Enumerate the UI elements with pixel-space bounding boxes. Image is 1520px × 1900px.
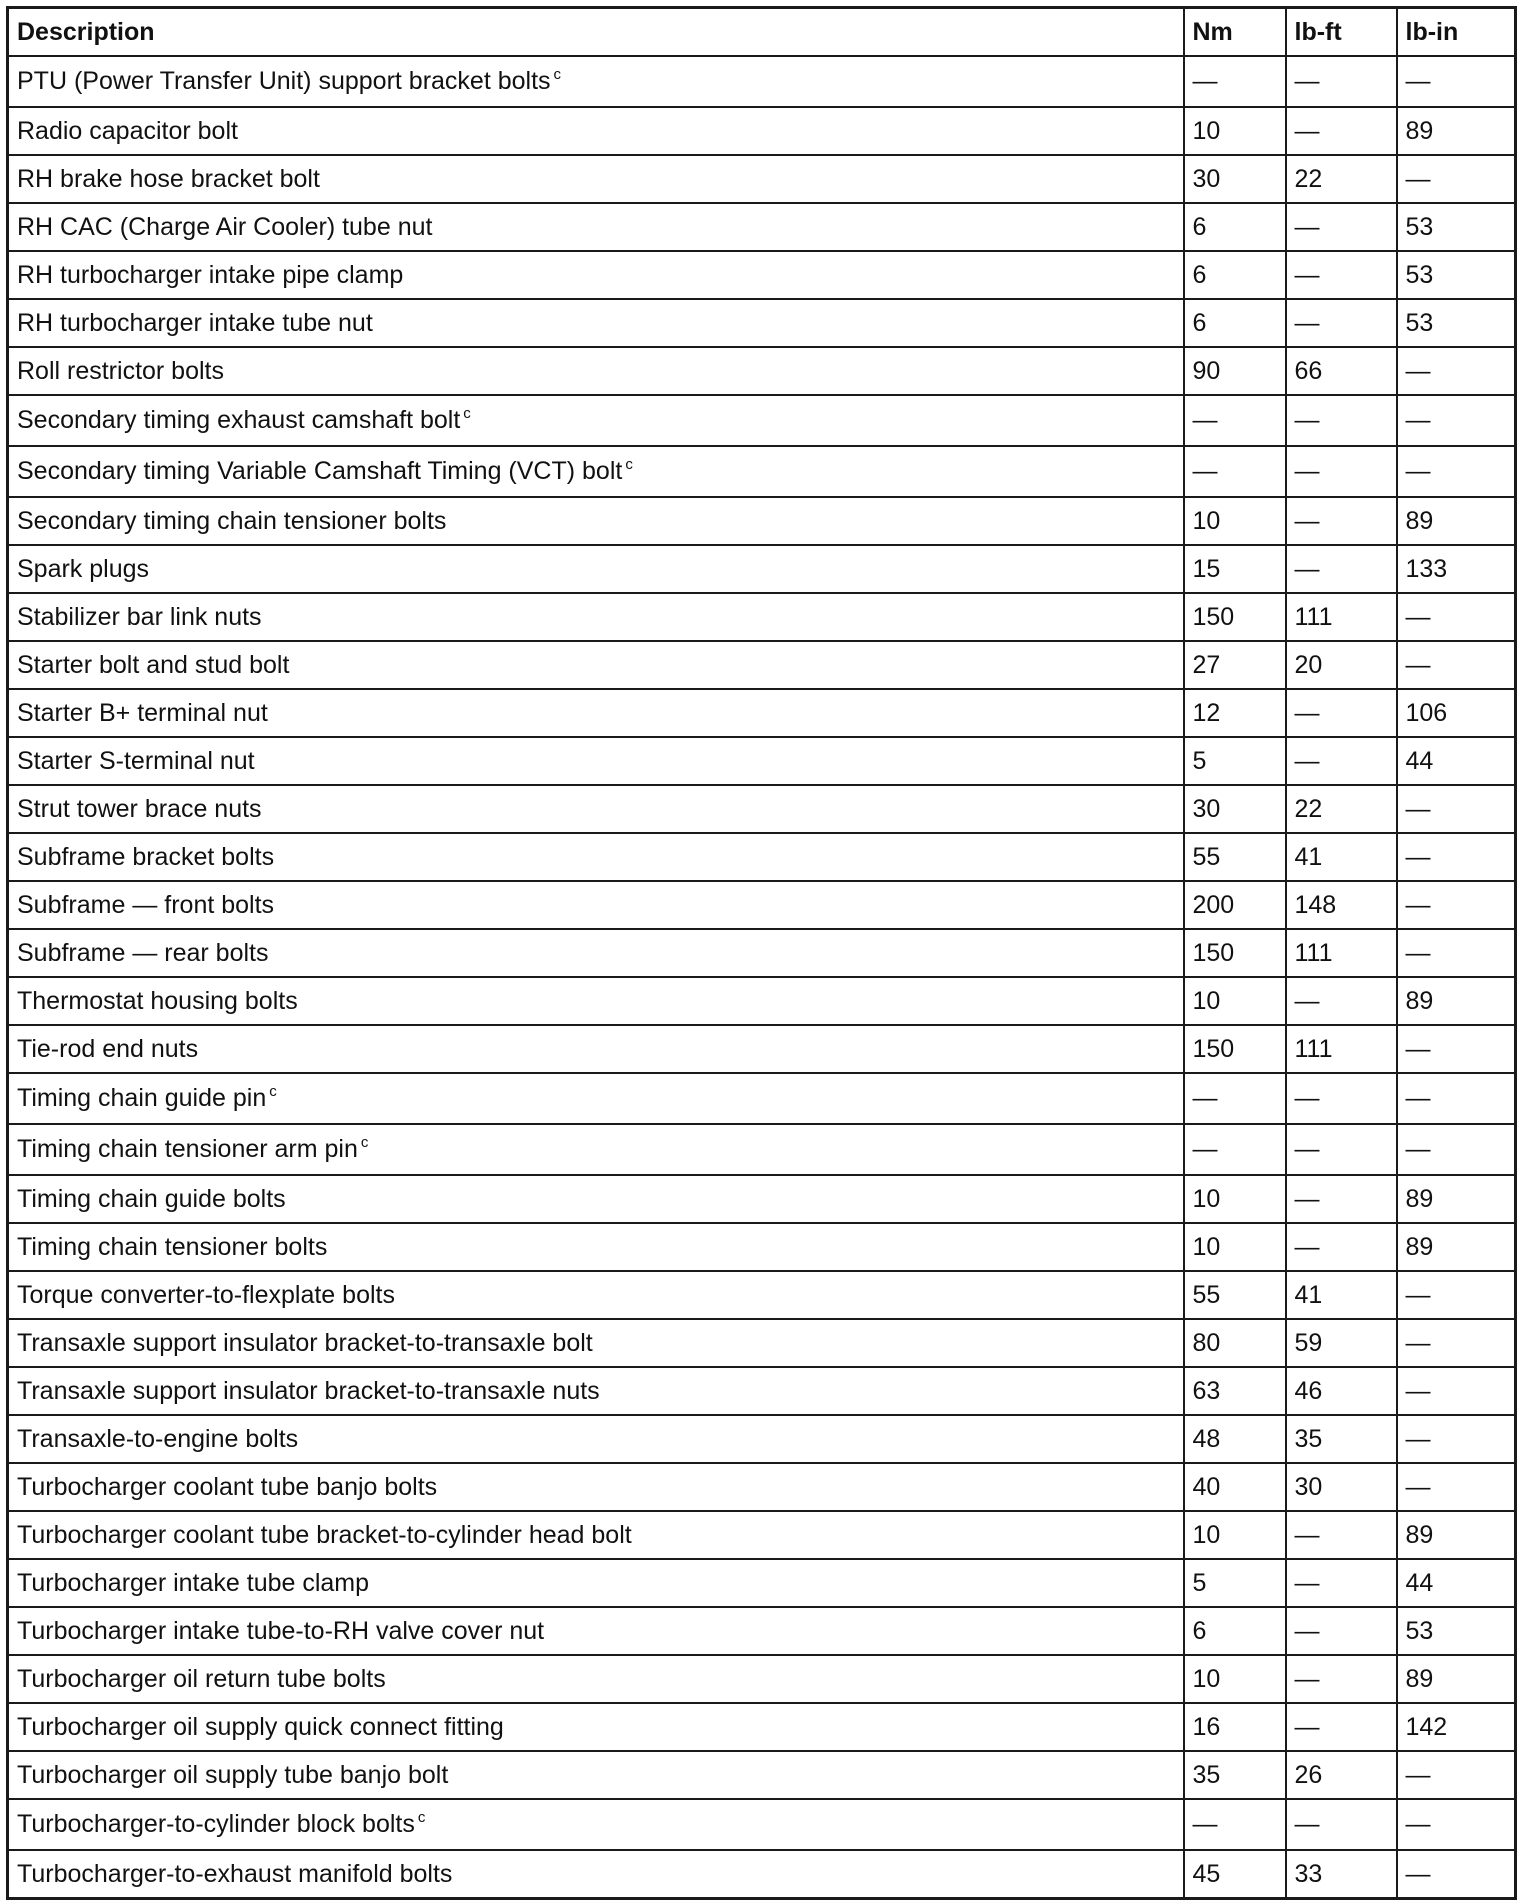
cell-lb-in: 53 [1397,203,1516,251]
torque-spec-sheet [6,6,1514,1900]
cell-lb-in: 89 [1397,977,1516,1025]
description-text: Stabilizer bar link nuts [17,602,262,631]
table-header [8,8,1516,57]
table-row [8,497,1516,545]
table-row [8,785,1516,833]
description-text: Turbocharger coolant tube bracket-to-cylinder head bolt [17,1520,632,1549]
cell-description [8,1559,1184,1607]
torque-spec-table [6,6,1517,1900]
cell-lb-ft: — [1286,395,1397,446]
cell-nm: 10 [1184,497,1286,545]
cell-lb-in: 44 [1397,1559,1516,1607]
description-text: PTU (Power Transfer Unit) support bracket bolts [17,67,551,95]
table-row [8,545,1516,593]
cell-description [8,1703,1184,1751]
description-text: RH brake hose bracket bolt [17,164,320,193]
table-row [8,1703,1516,1751]
cell-description [8,1463,1184,1511]
cell-description [8,395,1184,446]
cell-lb-in: — [1397,833,1516,881]
cell-lb-ft: — [1286,203,1397,251]
table-row [8,299,1516,347]
table-row [8,593,1516,641]
cell-lb-in: 89 [1397,1511,1516,1559]
cell-nm: 40 [1184,1463,1286,1511]
cell-lb-ft: — [1286,1559,1397,1607]
table-row [8,155,1516,203]
cell-lb-in: — [1397,593,1516,641]
cell-lb-ft: 41 [1286,833,1397,881]
cell-lb-ft: — [1286,251,1397,299]
cell-lb-ft: — [1286,1511,1397,1559]
cell-lb-in: — [1397,1850,1516,1899]
footnote-marker: c [360,1134,369,1151]
cell-nm: 48 [1184,1415,1286,1463]
cell-description [8,1367,1184,1415]
footnote-marker: c [417,1809,426,1826]
cell-lb-ft: 22 [1286,785,1397,833]
cell-description [8,446,1184,497]
header-description: Description [8,8,1184,57]
cell-lb-ft: 26 [1286,1751,1397,1799]
cell-lb-in: — [1397,1025,1516,1073]
cell-nm: 35 [1184,1751,1286,1799]
cell-lb-in: — [1397,1124,1516,1175]
description-text: Turbocharger intake tube clamp [17,1568,370,1597]
table-row [8,881,1516,929]
table-row [8,1271,1516,1319]
cell-description [8,1175,1184,1223]
cell-description [8,497,1184,545]
cell-lb-ft: — [1286,977,1397,1025]
cell-lb-ft: — [1286,1073,1397,1124]
cell-description [8,1223,1184,1271]
cell-lb-ft: — [1286,446,1397,497]
table-row [8,641,1516,689]
cell-lb-ft: — [1286,497,1397,545]
description-text: RH CAC (Charge Air Cooler) tube nut [17,212,433,241]
table-body [8,56,1516,1899]
table-row [8,1367,1516,1415]
cell-nm: — [1184,446,1286,497]
description-text: Thermostat housing bolts [17,986,298,1015]
table-row [8,737,1516,785]
table-row [8,1025,1516,1073]
cell-description [8,1271,1184,1319]
description-text: Turbocharger oil supply tube banjo bolt [17,1760,449,1789]
cell-lb-ft: — [1286,737,1397,785]
description-text: Starter B+ terminal nut [17,698,268,727]
table-row [8,1751,1516,1799]
description-text: Roll restrictor bolts [17,356,224,385]
description-text: Secondary timing Variable Camshaft Timing (VCT) bolt [17,457,623,485]
cell-lb-ft: — [1286,545,1397,593]
cell-lb-in: — [1397,395,1516,446]
cell-nm: 150 [1184,929,1286,977]
table-row [8,1799,1516,1850]
header-lb-ft: lb-ft [1286,8,1397,57]
cell-lb-ft: 33 [1286,1850,1397,1899]
cell-description [8,1025,1184,1073]
cell-nm: 55 [1184,1271,1286,1319]
description-text: Secondary timing exhaust camshaft bolt [17,406,461,434]
cell-nm: 6 [1184,1607,1286,1655]
description-text: Torque converter-to-flexplate bolts [17,1280,395,1309]
cell-lb-ft: — [1286,1223,1397,1271]
cell-lb-in: 142 [1397,1703,1516,1751]
table-row [8,56,1516,107]
cell-description [8,641,1184,689]
cell-lb-ft: 111 [1286,1025,1397,1073]
cell-description [8,299,1184,347]
description-text: Spark plugs [17,554,150,583]
cell-description [8,881,1184,929]
cell-nm: 12 [1184,689,1286,737]
description-text: RH turbocharger intake pipe clamp [17,260,404,289]
description-text: Subframe bracket bolts [17,842,275,871]
cell-lb-in: 106 [1397,689,1516,737]
table-row [8,689,1516,737]
cell-lb-in: 53 [1397,299,1516,347]
cell-nm: 30 [1184,155,1286,203]
description-text: RH turbocharger intake tube nut [17,308,373,337]
cell-lb-in: 53 [1397,1607,1516,1655]
cell-description [8,593,1184,641]
cell-description [8,977,1184,1025]
description-text: Tie-rod end nuts [17,1034,199,1063]
cell-lb-in: — [1397,1751,1516,1799]
cell-description [8,833,1184,881]
footnote-marker: c [463,405,471,422]
cell-lb-in: — [1397,1319,1516,1367]
description-text: Secondary timing chain tensioner bolts [17,506,447,535]
cell-nm: 10 [1184,977,1286,1025]
description-text: Turbocharger-to-exhaust manifold bolts [17,1859,453,1888]
cell-description [8,155,1184,203]
cell-lb-in: — [1397,641,1516,689]
cell-description [8,1607,1184,1655]
cell-lb-in: — [1397,1415,1516,1463]
cell-lb-ft: — [1286,1655,1397,1703]
table-row [8,977,1516,1025]
table-row [8,446,1516,497]
footnote-marker: c [553,66,562,83]
table-row [8,833,1516,881]
cell-lb-in: — [1397,446,1516,497]
cell-description [8,1124,1184,1175]
header-nm: Nm [1184,8,1286,57]
cell-description [8,737,1184,785]
cell-nm: 10 [1184,1511,1286,1559]
cell-lb-in: — [1397,785,1516,833]
cell-lb-in: — [1397,1799,1516,1850]
cell-nm: 10 [1184,107,1286,155]
description-text: Transaxle support insulator bracket-to-transaxle nuts [17,1376,600,1405]
cell-lb-in: — [1397,1367,1516,1415]
cell-lb-ft: 41 [1286,1271,1397,1319]
cell-lb-ft: 30 [1286,1463,1397,1511]
cell-nm: 45 [1184,1850,1286,1899]
description-text: Starter S-terminal nut [17,746,255,775]
table-row [8,1319,1516,1367]
cell-nm: 16 [1184,1703,1286,1751]
header-lb-in: lb-in [1397,8,1516,57]
cell-nm: 5 [1184,1559,1286,1607]
description-text: Timing chain guide pin [17,1084,267,1112]
cell-lb-ft: — [1286,1124,1397,1175]
cell-lb-in: 133 [1397,545,1516,593]
table-row [8,1511,1516,1559]
cell-nm: 6 [1184,251,1286,299]
table-row [8,1607,1516,1655]
cell-description [8,1799,1184,1850]
cell-description [8,1850,1184,1899]
description-text: Turbocharger intake tube-to-RH valve cover nut [17,1616,545,1645]
cell-nm: 6 [1184,299,1286,347]
cell-nm: 10 [1184,1223,1286,1271]
cell-description [8,56,1184,107]
table-row [8,1223,1516,1271]
cell-lb-in: — [1397,1271,1516,1319]
cell-lb-ft: — [1286,1799,1397,1850]
cell-description [8,1319,1184,1367]
description-text: Transaxle support insulator bracket-to-transaxle bolt [17,1328,593,1357]
cell-lb-in: 89 [1397,107,1516,155]
description-text: Strut tower brace nuts [17,794,262,823]
description-text: Timing chain tensioner bolts [17,1232,328,1261]
cell-lb-in: — [1397,881,1516,929]
cell-lb-ft: 35 [1286,1415,1397,1463]
cell-nm: 15 [1184,545,1286,593]
footnote-marker: c [625,456,633,473]
cell-description [8,929,1184,977]
cell-lb-ft: 20 [1286,641,1397,689]
cell-lb-in: — [1397,1463,1516,1511]
table-row [8,1415,1516,1463]
cell-lb-in: — [1397,155,1516,203]
cell-lb-ft: 148 [1286,881,1397,929]
table-row [8,1463,1516,1511]
description-text: Turbocharger oil supply quick connect fitting [17,1712,504,1741]
cell-lb-ft: — [1286,107,1397,155]
table-row [8,1655,1516,1703]
cell-nm: 30 [1184,785,1286,833]
description-text: Turbocharger oil return tube bolts [17,1664,386,1693]
cell-lb-ft: — [1286,1703,1397,1751]
cell-lb-in: — [1397,347,1516,395]
cell-nm: 150 [1184,1025,1286,1073]
description-text: Starter bolt and stud bolt [17,650,290,679]
cell-description [8,785,1184,833]
cell-nm: — [1184,395,1286,446]
cell-nm: 90 [1184,347,1286,395]
cell-description [8,1073,1184,1124]
cell-lb-in: — [1397,56,1516,107]
cell-lb-ft: 46 [1286,1367,1397,1415]
cell-nm: — [1184,56,1286,107]
cell-nm: 80 [1184,1319,1286,1367]
cell-description [8,1415,1184,1463]
table-row [8,929,1516,977]
cell-description [8,251,1184,299]
description-text: Transaxle-to-engine bolts [17,1424,299,1453]
header-row [8,8,1516,57]
description-text: Timing chain tensioner arm pin [17,1135,358,1163]
cell-nm: 55 [1184,833,1286,881]
description-text: Timing chain guide bolts [17,1184,286,1213]
table-row [8,1559,1516,1607]
cell-nm: 63 [1184,1367,1286,1415]
cell-lb-ft: 22 [1286,155,1397,203]
cell-nm: 27 [1184,641,1286,689]
cell-nm: 150 [1184,593,1286,641]
cell-lb-ft: 111 [1286,929,1397,977]
cell-description [8,689,1184,737]
cell-lb-ft: — [1286,299,1397,347]
cell-description [8,545,1184,593]
cell-description [8,347,1184,395]
cell-lb-ft: 111 [1286,593,1397,641]
table-row [8,107,1516,155]
description-text: Subframe — front bolts [17,890,275,919]
table-row [8,251,1516,299]
cell-nm: — [1184,1124,1286,1175]
cell-description [8,107,1184,155]
footnote-marker: c [269,1083,277,1100]
cell-lb-ft: 59 [1286,1319,1397,1367]
cell-nm: — [1184,1799,1286,1850]
description-text: Turbocharger-to-cylinder block bolts [17,1810,415,1838]
table-row [8,1850,1516,1899]
cell-lb-in: 89 [1397,497,1516,545]
table-row [8,203,1516,251]
cell-lb-in: — [1397,1073,1516,1124]
cell-lb-in: 44 [1397,737,1516,785]
cell-description [8,1655,1184,1703]
cell-nm: 6 [1184,203,1286,251]
table-row [8,1175,1516,1223]
table-row [8,347,1516,395]
cell-lb-in: 89 [1397,1655,1516,1703]
cell-description [8,1511,1184,1559]
description-text: Radio capacitor bolt [17,116,238,145]
cell-lb-ft: — [1286,1607,1397,1655]
cell-lb-in: 89 [1397,1175,1516,1223]
cell-lb-in: — [1397,929,1516,977]
table-row [8,395,1516,446]
cell-lb-ft: — [1286,689,1397,737]
cell-lb-ft: — [1286,56,1397,107]
cell-lb-ft: — [1286,1175,1397,1223]
table-row [8,1124,1516,1175]
cell-nm: 200 [1184,881,1286,929]
description-text: Subframe — rear bolts [17,938,269,967]
cell-description [8,1751,1184,1799]
cell-nm: 5 [1184,737,1286,785]
table-row [8,1073,1516,1124]
cell-nm: — [1184,1073,1286,1124]
description-text: Turbocharger coolant tube banjo bolts [17,1472,438,1501]
cell-nm: 10 [1184,1655,1286,1703]
cell-lb-in: 89 [1397,1223,1516,1271]
cell-lb-ft: 66 [1286,347,1397,395]
cell-description [8,203,1184,251]
cell-nm: 10 [1184,1175,1286,1223]
cell-lb-in: 53 [1397,251,1516,299]
